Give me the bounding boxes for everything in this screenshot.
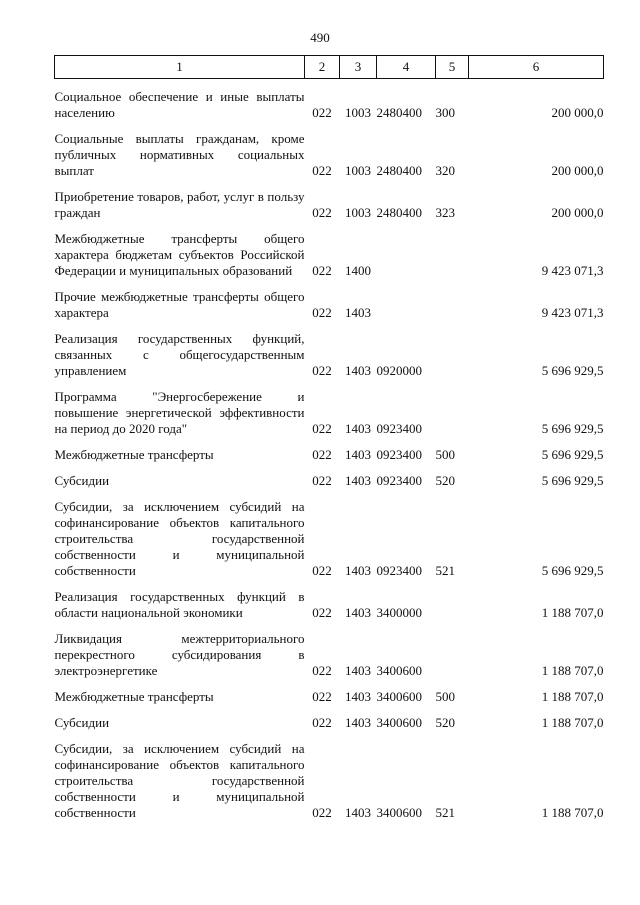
budget-table [54,55,604,821]
table-row [55,331,604,379]
table-row [55,189,604,221]
row-spacer [55,731,604,741]
row-spacer-cell [55,179,604,189]
row-spacer [55,489,604,499]
section-code: 1003 [345,205,371,220]
row-spacer-cell [55,705,604,715]
amount: 9 423 071,3 [541,305,604,320]
table-body [55,79,604,822]
row-name: Программа "Энергосбережение и повышение энергетической эффективности на период до 2020 года" [54,389,305,436]
row-spacer [55,221,604,231]
amount: 5 696 929,5 [541,363,604,378]
article-code: 2480400 [376,205,422,220]
row-spacer-cell [55,437,604,447]
row-spacer [55,379,604,389]
row-spacer-cell [55,121,604,131]
expense-type-code: 500 [435,689,455,704]
column-header: 3 [340,56,377,79]
article-code: 3400600 [376,689,422,704]
amount: 1 188 707,0 [541,663,604,678]
row-spacer [55,437,604,447]
table-row [55,389,604,437]
table-row [55,89,604,121]
section-code: 1403 [345,473,371,488]
expense-type-code [436,389,469,437]
section-code: 1403 [345,715,371,730]
row-spacer-cell [55,463,604,473]
column-header: 2 [305,56,340,79]
table-row [55,689,604,705]
row-spacer [55,579,604,589]
table-row [55,289,604,321]
amount: 5 696 929,5 [541,473,604,488]
row-spacer-cell [55,279,604,289]
expense-type-code: 520 [435,715,455,730]
expense-type-code [436,331,469,379]
article-code: 0920000 [376,363,422,378]
expense-type-code [436,631,469,679]
row-spacer [55,179,604,189]
table-row [55,589,604,621]
row-name: Субсидии, за исключением субсидий на софинансирование объектов капитального строительства государственной собственности и муниципальной собственности [54,741,305,820]
article-code: 2480400 [376,105,422,120]
expense-type-code: 300 [435,105,455,120]
row-name: Межбюджетные трансферты общего характера бюджетам субъектов Российской Федерации и муниципальных образований [54,231,305,278]
section-code: 1403 [345,447,371,462]
article-code: 3400600 [376,715,422,730]
expense-type-code: 320 [435,163,455,178]
article-code: 3400600 [376,663,422,678]
amount: 5 696 929,5 [541,447,604,462]
amount: 5 696 929,5 [541,563,604,578]
section-code: 1003 [345,163,371,178]
column-header: 1 [55,56,305,79]
row-spacer-cell [55,679,604,689]
row-name: Субсидии [54,715,110,730]
expense-type-code [436,231,469,279]
row-spacer-cell [55,79,604,90]
ministry-code: 022 [312,105,332,120]
article-code: 0923400 [376,447,422,462]
table-row [55,715,604,731]
row-name: Реализация государственных функций в области национальной экономики [54,589,305,620]
amount: 200 000,0 [551,163,604,178]
row-spacer [55,121,604,131]
row-spacer-cell [55,321,604,331]
table-row [55,631,604,679]
row-name: Прочие межбюджетные трансферты общего характера [54,289,305,320]
ministry-code: 022 [312,715,332,730]
ministry-code: 022 [312,605,332,620]
amount: 200 000,0 [551,105,604,120]
ministry-code: 022 [312,447,332,462]
table-header [55,56,604,79]
row-spacer [55,679,604,689]
ministry-code: 022 [312,163,332,178]
amount: 1 188 707,0 [541,605,604,620]
ministry-code: 022 [312,305,332,320]
column-header: 6 [469,56,604,79]
ministry-code: 022 [312,263,332,278]
article-code [377,289,436,321]
ministry-code: 022 [312,689,332,704]
expense-type-code: 521 [435,805,455,820]
section-code: 1403 [345,421,371,436]
table-row [55,473,604,489]
section-code: 1403 [345,563,371,578]
table-row [55,499,604,579]
row-spacer [55,463,604,473]
row-name: Социальное обеспечение и иные выплаты населению [54,89,305,120]
row-spacer [55,79,604,90]
amount: 9 423 071,3 [541,263,604,278]
amount: 1 188 707,0 [541,805,604,820]
article-code: 2480400 [376,163,422,178]
table-row [55,741,604,821]
row-spacer [55,279,604,289]
section-code: 1403 [345,689,371,704]
row-spacer [55,621,604,631]
row-name: Приобретение товаров, работ, услуг в пользу граждан [54,189,305,220]
row-name: Субсидии [54,473,110,488]
ministry-code: 022 [312,421,332,436]
section-code: 1403 [345,663,371,678]
row-spacer [55,321,604,331]
section-code: 1003 [345,105,371,120]
row-spacer-cell [55,731,604,741]
row-spacer-cell [55,621,604,631]
article-code: 3400600 [376,805,422,820]
column-header: 4 [377,56,436,79]
row-spacer-cell [55,489,604,499]
row-name: Межбюджетные трансферты [54,447,214,462]
expense-type-code: 521 [435,563,455,578]
section-code: 1403 [345,363,371,378]
expense-type-code: 323 [435,205,455,220]
amount: 1 188 707,0 [541,689,604,704]
section-code: 1403 [345,805,371,820]
row-name: Ликвидация межтерриториального перекрестного субсидирования в электроэнергетике [54,631,305,678]
row-spacer-cell [55,579,604,589]
expense-type-code [436,289,469,321]
page-number: 490 [310,30,330,45]
row-spacer [55,705,604,715]
row-name: Межбюджетные трансферты [54,689,214,704]
row-name: Реализация государственных функций, связанных с общегосударственным управлением [54,331,305,378]
ministry-code: 022 [312,563,332,578]
article-code: 0923400 [376,421,422,436]
amount: 5 696 929,5 [541,421,604,436]
table-row [55,131,604,179]
section-code: 1403 [345,305,371,320]
article-code: 0923400 [376,473,422,488]
expense-type-code [436,589,469,621]
article-code: 3400000 [376,605,422,620]
expense-type-code: 500 [435,447,455,462]
section-code: 1400 [345,263,371,278]
row-name: Социальные выплаты гражданам, кроме публичных нормативных социальных выплат [54,131,305,178]
row-spacer-cell [55,379,604,389]
table-row [55,231,604,279]
column-header: 5 [436,56,469,79]
section-code: 1403 [345,605,371,620]
row-name: Субсидии, за исключением субсидий на софинансирование объектов капитального строительства государственной собственности и муниципальной собственности [54,499,305,578]
ministry-code: 022 [312,805,332,820]
expense-type-code: 520 [435,473,455,488]
article-code: 0923400 [376,563,422,578]
table-row [55,447,604,463]
amount: 1 188 707,0 [541,715,604,730]
ministry-code: 022 [312,363,332,378]
row-spacer-cell [55,221,604,231]
ministry-code: 022 [312,663,332,678]
ministry-code: 022 [312,205,332,220]
ministry-code: 022 [312,473,332,488]
amount: 200 000,0 [551,205,604,220]
article-code [377,231,436,279]
